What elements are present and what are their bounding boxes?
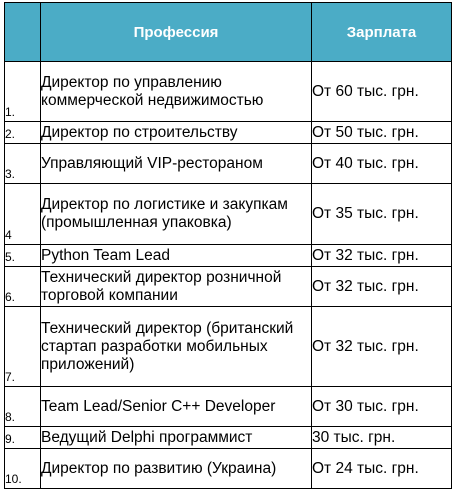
table-row xyxy=(5,184,452,245)
row-salary: От 32 тыс. грн. xyxy=(312,307,452,387)
row-number: 7. xyxy=(5,307,41,387)
table-row xyxy=(5,307,452,387)
row-salary: От 35 тыс. грн. xyxy=(312,184,452,245)
row-profession: Team Lead/Senior C++ Developer xyxy=(41,387,312,427)
table-row xyxy=(5,427,452,449)
row-profession: Директор по строительству xyxy=(41,122,312,144)
table-row xyxy=(5,245,452,267)
row-profession: Директор по управлению коммерческой недвижимостью xyxy=(41,62,312,122)
row-number: 6. xyxy=(5,267,41,307)
row-number: 2. xyxy=(5,122,41,144)
header-salary: Зарплата xyxy=(312,3,452,62)
row-salary: 30 тыс. грн. xyxy=(312,427,452,449)
table-body xyxy=(5,62,452,489)
row-profession: Управляющий VIP-рестораном xyxy=(41,144,312,184)
header-row xyxy=(5,3,452,62)
salary-table xyxy=(4,2,452,489)
row-number: 3. xyxy=(5,144,41,184)
row-salary: От 32 тыс. грн. xyxy=(312,267,452,307)
row-salary: От 60 тыс. грн. xyxy=(312,62,452,122)
row-profession: Ведущий Delphi программист xyxy=(41,427,312,449)
row-salary: От 32 тыс. грн. xyxy=(312,245,452,267)
table-row xyxy=(5,122,452,144)
table-row xyxy=(5,267,452,307)
row-profession: Директор по логистике и закупкам (промышленная упаковка) xyxy=(41,184,312,245)
header-number xyxy=(5,3,41,62)
table-row xyxy=(5,449,452,489)
row-number: 10. xyxy=(5,449,41,489)
row-profession: Директор по развитию (Украина) xyxy=(41,449,312,489)
row-salary: От 40 тыс. грн. xyxy=(312,144,452,184)
row-salary: От 50 тыс. грн. xyxy=(312,122,452,144)
row-profession: Технический директор (британский стартап разработки мобильных приложений) xyxy=(41,307,312,387)
row-profession: Python Team Lead xyxy=(41,245,312,267)
row-number: 9. xyxy=(5,427,41,449)
table-header xyxy=(5,3,452,62)
row-number: 5. xyxy=(5,245,41,267)
row-profession: Технический директор розничной торговой компании xyxy=(41,267,312,307)
row-salary: От 30 тыс. грн. xyxy=(312,387,452,427)
row-salary: От 24 тыс. грн. xyxy=(312,449,452,489)
row-number: 1. xyxy=(5,62,41,122)
table-row xyxy=(5,144,452,184)
row-number: 8. xyxy=(5,387,41,427)
table-row xyxy=(5,62,452,122)
header-profession: Профессия xyxy=(41,3,312,62)
table-row xyxy=(5,387,452,427)
row-number: 4 xyxy=(5,184,41,245)
